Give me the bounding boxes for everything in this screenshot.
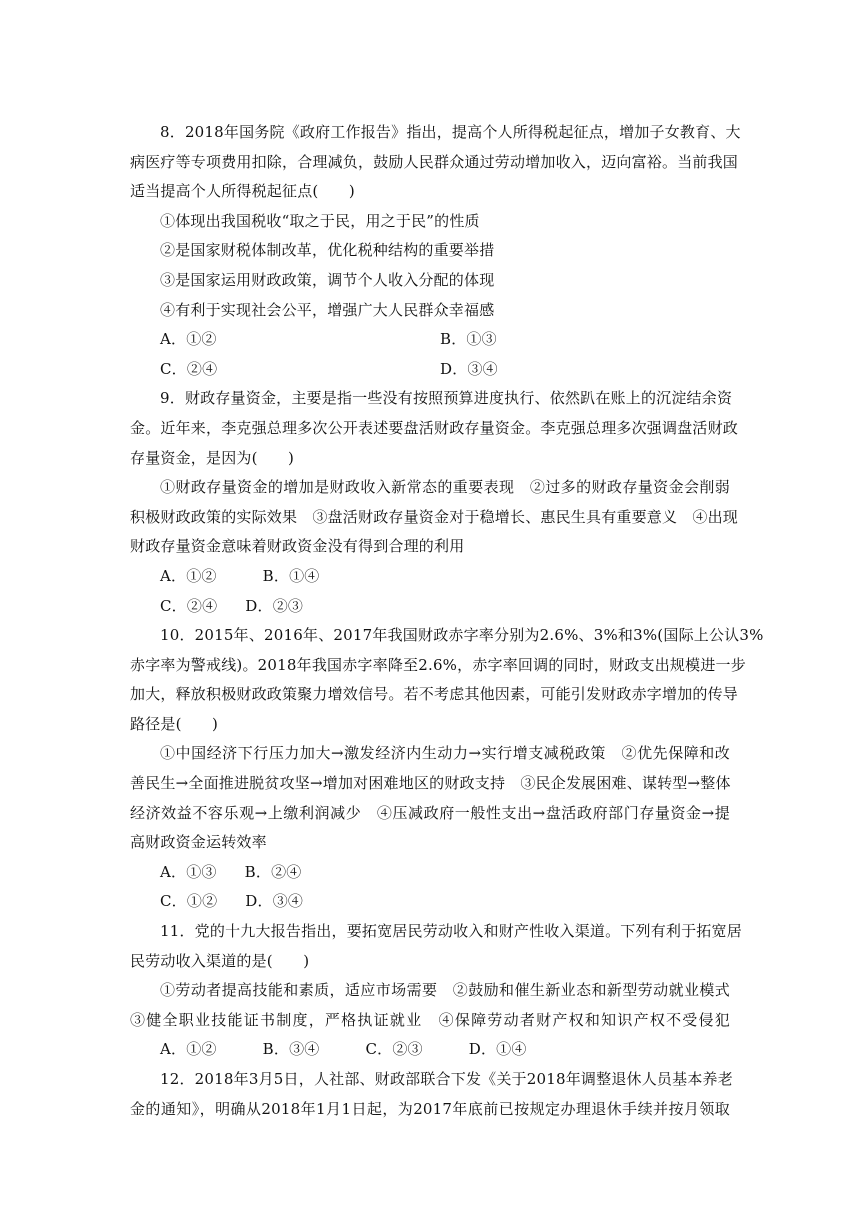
option-a[interactable]: A．①③ [160,862,217,881]
question-12-stem-line-1: 12．2018年3月5日，人社部、财政部联合下发《关于2018年调整退休人员基本养老 [160,1070,733,1088]
option-d[interactable]: D．①④ [468,1040,527,1059]
question-10-stem-line-3: 加大，释放积极财政政策聚力增效信号。若不考虑其他因素，可能引发财政赤字增加的传导 [130,685,739,704]
question-8-item-4: ④有利于实现社会公平，增强广大人民群众幸福感 [160,300,495,319]
question-9-items-line-3: 财政存量资金意味着财政资金没有得到合理的利用 [130,537,465,556]
question-8-item-2: ②是国家财税体制改革，优化税种结构的重要举措 [160,241,495,260]
option-d[interactable]: D．②③ [245,596,304,615]
option-c[interactable]: C．①② [160,892,218,911]
question-11-items-line-2: ③健全职业技能证书制度，严格执证就业 ④保障劳动者财产权和知识产权不受侵犯 [130,1010,730,1029]
question-8-stem-line-2: 病医疗等专项费用扣除，合理减负，鼓励人民群众通过劳动增加收入，迈向富裕。当前我国 [130,152,739,171]
question-8-stem-line-3: 适当提高个人所得税起征点( ) [130,182,355,201]
option-a[interactable]: A．①② [160,330,217,349]
question-8-options-row-1 [130,325,730,355]
question-10-stem-line-4: 路径是( ) [130,714,219,733]
question-8-stem-line-1: 8．2018年国务院《政府工作报告》指出，提高个人所得税起征点，增加子女教育、大 [160,123,741,141]
question-11-items-line-1: ①劳动者提高技能和素质，适应市场需要 ②鼓励和催生新业态和新型劳动就业模式 [160,981,730,1000]
option-c[interactable]: C．②④ [160,596,218,615]
question-11-stem-line-1: 11．党的十九大报告指出，要拓宽居民劳动收入和财产性收入渠道。下列有利于拓宽居 [160,922,742,941]
question-10 [130,621,764,917]
question-10-items-line-2: 善民生→全面推进脱贫攻坚→增加对困难地区的财政支持 ③民企发展困难、谋转型→整体 [130,774,731,793]
question-10-stem-line-2: 赤字率为警戒线)。2018年我国赤字率降至2.6%，赤字率回调的同时，财政支出规模进一步 [130,655,746,674]
question-12 [130,1065,733,1124]
option-b[interactable]: B．②④ [244,862,302,881]
option-b[interactable]: B．③④ [262,1040,320,1059]
question-11-options-row [130,1035,730,1065]
option-a[interactable]: A．①② [160,566,217,585]
question-9-stem-line-1: 9．财政存量资金，主要是指一些没有按照预算进度执行、依然趴在账上的沉淀结余资 [160,389,733,408]
option-b[interactable]: B．①④ [262,566,320,585]
question-9 [130,384,739,621]
question-10-options-row-2 [130,887,730,917]
question-9-options-row-2 [130,592,730,622]
question-12-stem-line-2: 金的通知》，明确从2018年1月1日起，为2017年底前已按规定办理退休手续并按月领取 [130,1099,730,1118]
question-11-stem-line-2: 民劳动收入渠道的是( ) [130,951,310,970]
question-9-items-line-2: 积极财政政策的实际效果 ③盘活财政存量资金对于稳增长、惠民生具有重要意义 ④出现 [130,507,739,526]
question-9-items-line-1: ①财政存量资金的增加是财政收入新常态的重要表现 ②过多的财政存量资金会削弱 [160,478,730,497]
option-a[interactable]: A．①② [160,1040,217,1059]
question-9-stem-line-2: 金。近年来，李克强总理多次公开表述要盘活财政存量资金。李克强总理多次强调盘活财政 [130,418,739,437]
question-10-items-line-1: ①中国经济下行压力加大→激发经济内生动力→实行增支减税政策 ②优先保障和改 [160,744,730,763]
option-c[interactable]: C．②④ [160,359,218,378]
question-8-item-1: ①体现出我国税收“取之于民，用之于民”的性质 [160,211,480,230]
question-9-stem-line-3: 存量资金，是因为( ) [130,448,295,467]
question-10-items-line-3: 经济效益不容乐观→上缴利润减少 ④压减政府一般性支出→盘活政府部门存量资金→提 [130,803,730,822]
option-d[interactable]: D．③④ [245,892,304,911]
question-8-item-3: ③是国家运用财政政策，调节个人收入分配的体现 [160,270,495,289]
option-c[interactable]: C．②③ [365,1040,423,1059]
question-8 [130,118,741,384]
document-page [130,118,764,1124]
option-d[interactable]: D．③④ [440,359,498,378]
question-10-options-row-1 [130,858,730,888]
question-8-options-row-2 [130,355,730,385]
question-11 [130,917,742,1065]
question-9-options-row-1 [130,562,730,592]
question-10-items-line-4: 高财政资金运转效率 [130,833,267,852]
option-b[interactable]: B．①③ [440,330,497,349]
question-10-stem-line-1: 10．2015年、2016年、2017年我国财政赤字率分别为2.6%、3%和3%(国际上公认3% [160,626,764,645]
